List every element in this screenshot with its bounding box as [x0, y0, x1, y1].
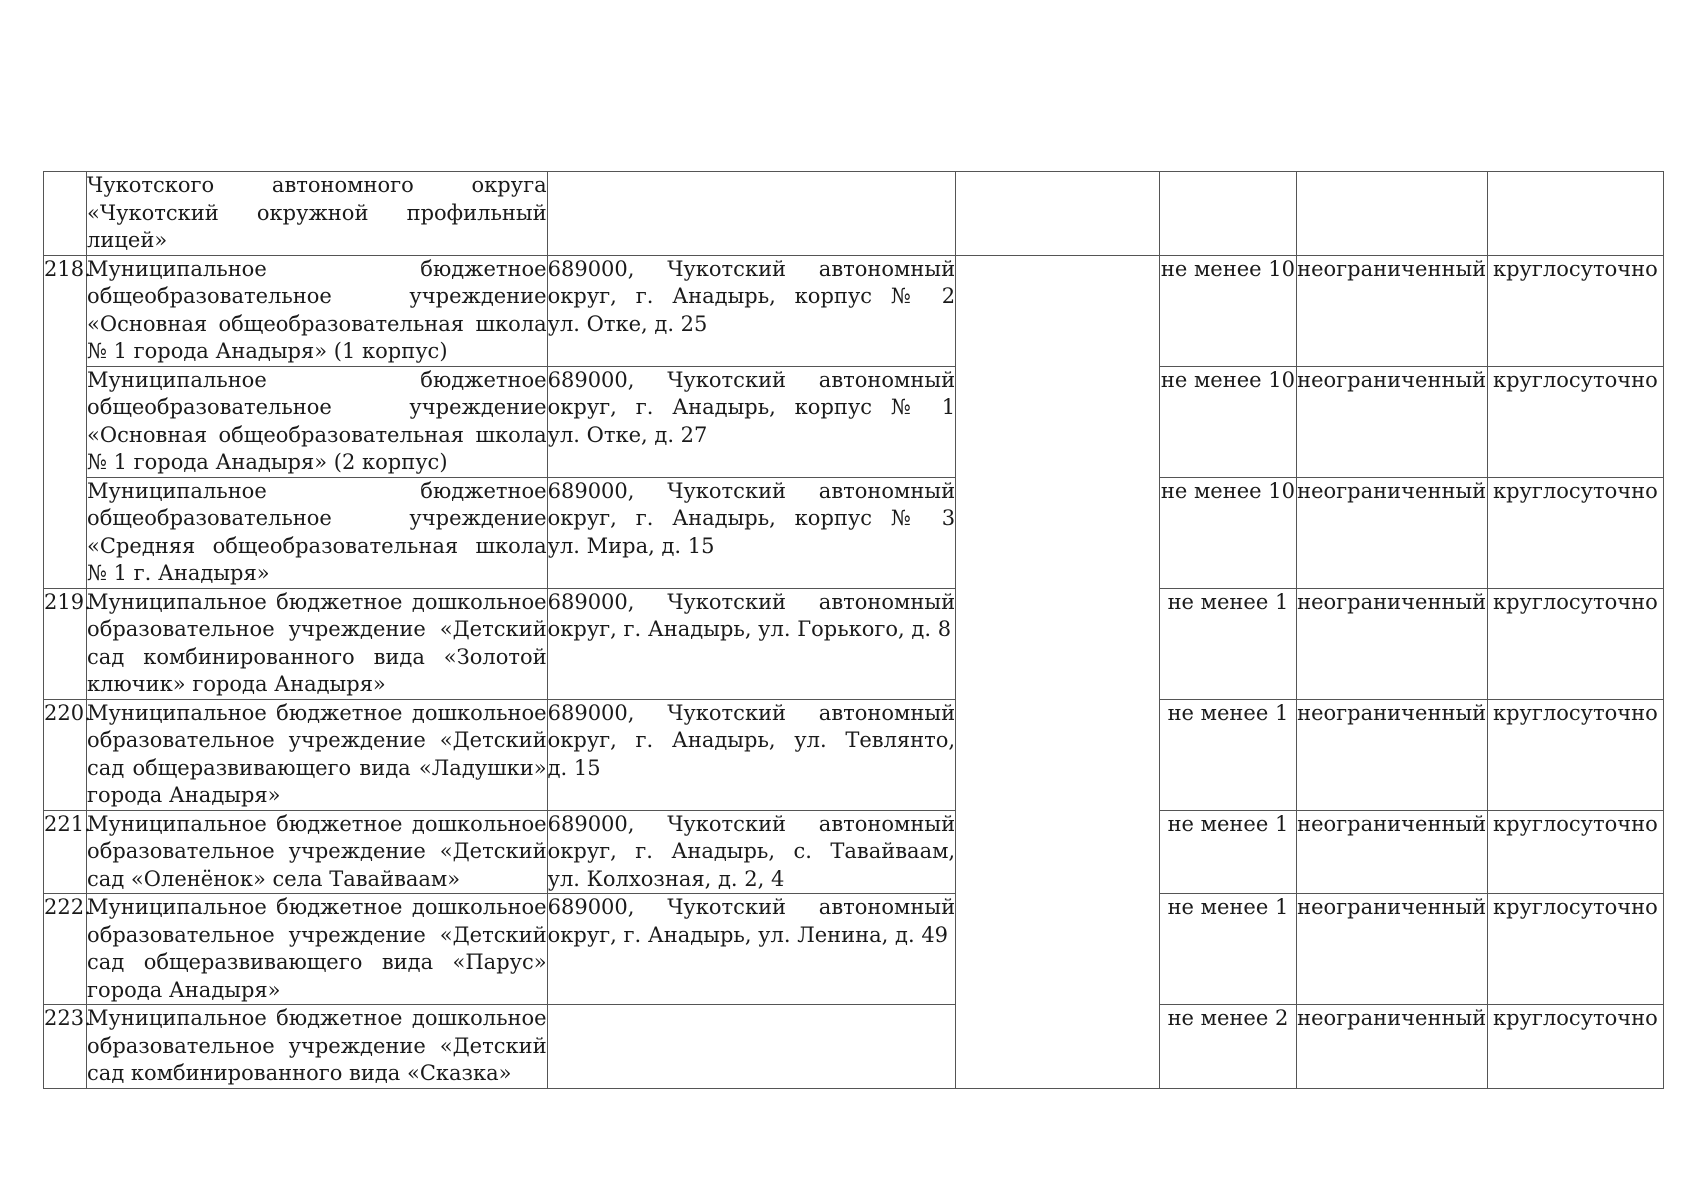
address-cell — [547, 699, 956, 810]
mode-cell: круглосуточно — [1487, 1005, 1663, 1089]
row-number-cell: 223. — [44, 1005, 87, 1089]
term-cell: неограниченный — [1296, 699, 1487, 810]
document-table — [43, 171, 1664, 1089]
term-cell: неограниченный — [1296, 1005, 1487, 1089]
text-line: Муниципальное бюджетное дошкольное — [87, 589, 547, 614]
address-cell — [547, 366, 956, 477]
mode-cell: круглосуточно — [1487, 477, 1663, 588]
text-line: округ, г. Анадырь, ул. Горького, д. 8 — [547, 617, 952, 641]
text-line: Муниципальное бюджетное дошкольное — [87, 700, 547, 725]
organization-name-cell — [87, 1005, 548, 1089]
text-line: округ, г. Анадырь, корпус № 2 — [547, 284, 956, 308]
term-cell: неограниченный — [1296, 366, 1487, 477]
text-line: ул. Мира, д. 15 — [547, 533, 715, 558]
text-line: ул. Отке, д. 27 — [547, 422, 708, 447]
capacity-cell: не менее 10 — [1160, 255, 1296, 366]
organization-name-cell — [87, 699, 548, 810]
text-line: округ, г. Анадырь, ул. Тевлянто, — [547, 728, 956, 752]
capacity-cell: не менее 1 — [1160, 699, 1296, 810]
address-cell — [547, 1005, 956, 1089]
table-row — [44, 699, 1664, 810]
text-line: д. 15 — [547, 755, 601, 780]
address-cell — [547, 894, 956, 1005]
organization-name-cell — [87, 810, 548, 894]
text-line: округ, г. Анадырь, с. Тавайваам, — [547, 839, 956, 863]
text-line: сад общеразвивающего вида «Парус» — [87, 950, 547, 974]
text-line: «Чукотский окружной профильный — [87, 200, 547, 225]
text-line: 689000, Чукотский автономный — [547, 367, 956, 392]
text-line: образовательное учреждение «Детский — [87, 922, 547, 947]
row-number-cell: 219. — [44, 588, 87, 699]
blank-cell — [956, 255, 1160, 1088]
address-cell — [547, 810, 956, 894]
text-line: города Анадыря» — [87, 977, 281, 1002]
organization-name-cell — [87, 588, 548, 699]
text-line: округ, г. Анадырь, корпус № 3 — [547, 506, 956, 530]
mode-cell: круглосуточно — [1487, 366, 1663, 477]
capacity-cell: не менее 2 — [1160, 1005, 1296, 1089]
capacity-cell: не менее 1 — [1160, 810, 1296, 894]
row-number-cell: 221. — [44, 810, 87, 894]
text-line: Муниципальное бюджетное — [87, 367, 547, 392]
row-number-cell: 218. — [44, 255, 87, 588]
mode-cell: круглосуточно — [1487, 699, 1663, 810]
capacity-cell: не менее 1 — [1160, 588, 1296, 699]
text-line: лицей» — [87, 228, 168, 252]
table-row — [44, 172, 1664, 256]
text-line: 689000, Чукотский автономный — [547, 478, 956, 503]
capacity-cell: не менее 10 — [1160, 366, 1296, 477]
text-line: 689000, Чукотский автономный — [547, 811, 956, 836]
table-row — [44, 477, 1664, 588]
text-line: 689000, Чукотский автономный — [547, 895, 956, 919]
text-line: Муниципальное бюджетное дошкольное — [87, 1006, 547, 1030]
text-line: «Основная общеобразовательная школа — [87, 311, 547, 336]
text-line: 689000, Чукотский автономный — [547, 589, 956, 614]
text-line: 689000, Чукотский автономный — [547, 700, 956, 725]
text-line: Чукотского автономного округа — [87, 173, 547, 197]
mode-cell — [1487, 172, 1663, 256]
text-line: № 1 города Анадыря» (1 корпус) — [87, 339, 448, 363]
text-line: № 1 города Анадыря» (2 корпус) — [87, 450, 448, 474]
term-cell — [1296, 172, 1487, 256]
text-line: общеобразовательное учреждение — [87, 506, 547, 530]
address-cell — [547, 588, 956, 699]
row-number-cell: 222. — [44, 894, 87, 1005]
capacity-cell: не менее 1 — [1160, 894, 1296, 1005]
address-cell — [547, 477, 956, 588]
table-row — [44, 255, 1664, 366]
text-line: образовательное учреждение «Детский — [87, 617, 547, 641]
text-line: ул. Колхозная, д. 2, 4 — [547, 866, 785, 891]
text-line: Муниципальное бюджетное дошкольное — [87, 895, 547, 919]
text-line: ул. Отке, д. 25 — [547, 311, 708, 336]
text-line: Муниципальное бюджетное — [87, 478, 547, 503]
text-line: № 1 г. Анадыря» — [87, 561, 270, 585]
mode-cell: круглосуточно — [1487, 255, 1663, 366]
organization-name-cell — [87, 255, 548, 366]
text-line: сад комбинированного вида «Золотой — [87, 644, 547, 669]
text-line: образовательное учреждение «Детский — [87, 1033, 547, 1058]
organization-name-cell — [87, 172, 548, 256]
text-line: сад комбинированного вида «Сказка» — [87, 1061, 512, 1085]
text-line: общеобразовательное учреждение — [87, 395, 547, 419]
text-line: «Средняя общеобразовательная школа — [87, 533, 547, 558]
mode-cell: круглосуточно — [1487, 894, 1663, 1005]
mode-cell: круглосуточно — [1487, 588, 1663, 699]
mode-cell: круглосуточно — [1487, 810, 1663, 894]
term-cell: неограниченный — [1296, 255, 1487, 366]
organization-name-cell — [87, 366, 548, 477]
capacity-cell: не менее 10 — [1160, 477, 1296, 588]
address-cell — [547, 172, 956, 256]
text-line: сад «Оленёнок» села Тавайваам» — [87, 866, 461, 891]
text-line: ключик» города Анадыря» — [87, 672, 386, 696]
address-cell — [547, 255, 956, 366]
blank-cell — [956, 172, 1160, 256]
text-line: сад общеразвивающего вида «Ладушки» — [87, 755, 547, 780]
term-cell: неограниченный — [1296, 588, 1487, 699]
text-line: округ, г. Анадырь, ул. Ленина, д. 49 — [547, 922, 949, 947]
row-number-cell: 220. — [44, 699, 87, 810]
table-row — [44, 810, 1664, 894]
text-line: образовательное учреждение «Детский — [87, 728, 547, 752]
organization-name-cell — [87, 477, 548, 588]
text-line: Муниципальное бюджетное — [87, 256, 547, 281]
text-line: образовательное учреждение «Детский — [87, 839, 547, 863]
table-row — [44, 588, 1664, 699]
term-cell: неограниченный — [1296, 894, 1487, 1005]
organization-name-cell — [87, 894, 548, 1005]
text-line: округ, г. Анадырь, корпус № 1 — [547, 395, 956, 419]
table-row — [44, 1005, 1664, 1089]
capacity-cell — [1160, 172, 1296, 256]
term-cell: неограниченный — [1296, 810, 1487, 894]
text-line: общеобразовательное учреждение — [87, 284, 547, 308]
text-line: Муниципальное бюджетное дошкольное — [87, 811, 547, 836]
text-line: города Анадыря» — [87, 783, 281, 807]
row-number-cell — [44, 172, 87, 256]
text-line: 689000, Чукотский автономный — [547, 256, 956, 281]
term-cell: неограниченный — [1296, 477, 1487, 588]
table-row — [44, 894, 1664, 1005]
table-row — [44, 366, 1664, 477]
text-line: «Основная общеобразовательная школа — [87, 422, 547, 447]
